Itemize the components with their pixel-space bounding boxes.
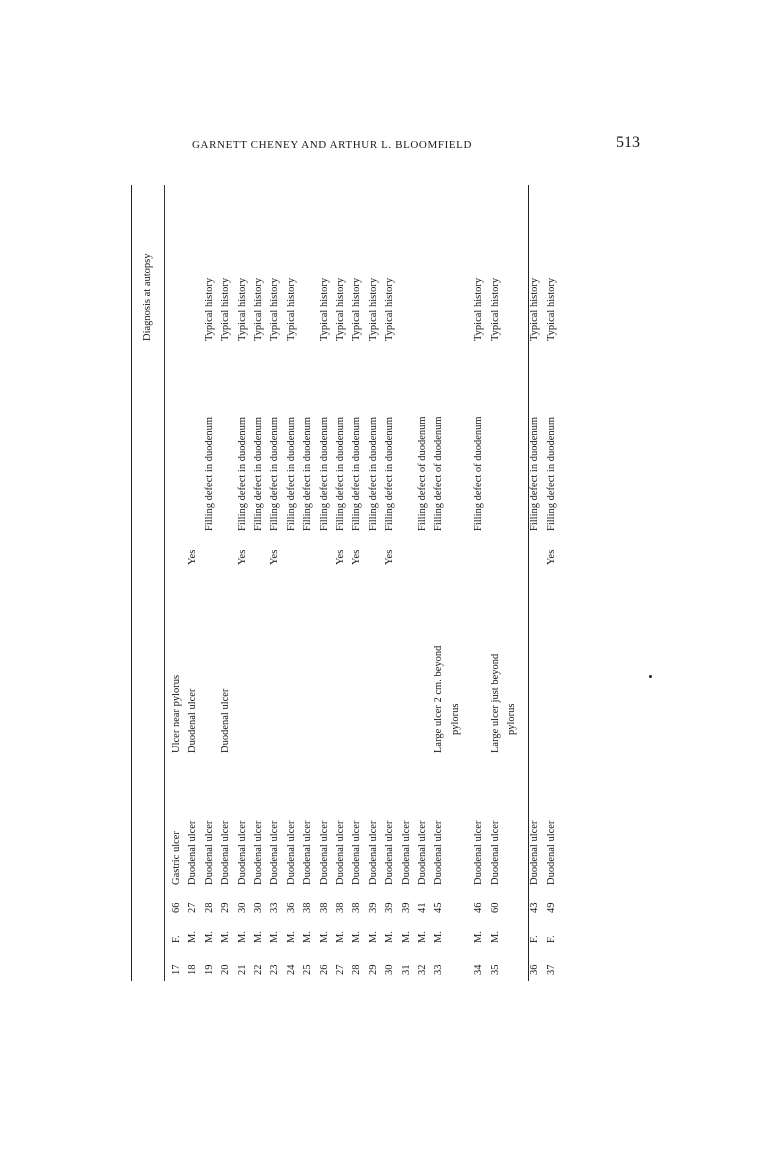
cell-auto: Typical history (285, 277, 297, 341)
cell-case: 22 (253, 964, 264, 975)
cell-findings: Filling defect in duodenum (302, 416, 314, 531)
print-speck (649, 675, 652, 678)
cell-age: 28 (203, 902, 215, 913)
cell-findings: Filling defect in duodenum (236, 416, 248, 531)
cell-case: 25 (302, 964, 314, 975)
cell-auto: Typical history (236, 277, 248, 341)
cell-sex: M. (367, 931, 379, 943)
table-row-case-21 (238, 185, 250, 981)
cell-clinical: Duodenal ulcer (367, 820, 379, 885)
cell-auto: Typical history (220, 277, 232, 341)
cell-case: 23 (269, 964, 281, 975)
cell-clinical: Duodenal ulcer (433, 820, 445, 885)
cell-clinical: Duodenal ulcer (473, 820, 485, 885)
cell-clinical: Duodenal ulcer (253, 820, 264, 885)
cell-sex: M. (400, 931, 412, 943)
cell-bleed: Yes (269, 549, 281, 565)
table-row-case-22 (254, 185, 266, 981)
rotated-case-table (132, 185, 557, 981)
cell-xray: Duodenal ulcer (187, 688, 199, 753)
cell-auto: Typical history (318, 277, 330, 341)
cell-clinical: Duodenal ulcer (269, 820, 281, 885)
cell-auto: Typical history (367, 277, 379, 341)
cell-bleed: Yes (351, 549, 363, 565)
cell-sex: M. (220, 931, 232, 943)
cell-findings: Filling defect of duodenum (473, 416, 485, 531)
table-row-case-17 (172, 185, 184, 981)
cell-clinical: Duodenal ulcer (302, 820, 314, 885)
cell-bleed: Yes (187, 549, 199, 565)
cell-findings: Filling defect in duodenum (318, 416, 330, 531)
table-row-case-18 (188, 185, 200, 981)
cell-age: 38 (351, 902, 363, 913)
cell-clinical: Duodenal ulcer (285, 820, 297, 885)
cell-auto: Typical history (335, 277, 346, 341)
cell-sex: M. (351, 931, 363, 943)
column-heading-autopsy: Diagnosis at autopsy (142, 253, 153, 341)
cell-findings: Filling defect in duodenum (351, 416, 363, 531)
table-row-continuation (451, 185, 463, 981)
cell-age: 43 (529, 902, 541, 913)
cell-age: 41 (417, 902, 428, 913)
cell-clinical: Duodenal ulcer (545, 820, 557, 885)
cell-case: 24 (285, 964, 297, 975)
cell-auto: Typical history (473, 277, 485, 341)
cell-xray: Ulcer near pylorus (171, 674, 182, 753)
table-row-case-34 (474, 185, 486, 981)
table-row-case-37 (547, 185, 559, 981)
cell-clinical: Duodenal ulcer (187, 820, 199, 885)
cell-age: 38 (302, 902, 314, 913)
cell-age: 30 (253, 902, 264, 913)
cell-clinical: Duodenal ulcer (529, 820, 541, 885)
cell-clinical: Duodenal ulcer (203, 820, 215, 885)
table-row-case-29 (369, 185, 381, 981)
cell-case: 20 (220, 964, 232, 975)
cell-findings: Filling defect in duodenum (529, 416, 541, 531)
table-row-case-33 (434, 185, 446, 981)
cell-auto: Typical history (489, 277, 501, 341)
cell-case: 33 (433, 964, 445, 975)
cell-auto: Typical history (351, 277, 363, 341)
cell-auto: Typical history (529, 277, 541, 341)
cell-case: 21 (236, 964, 248, 975)
table-row-case-20 (221, 185, 233, 981)
cell-xray: pylorus (506, 703, 517, 735)
cell-age: 30 (236, 902, 248, 913)
cell-sex: M. (384, 931, 396, 943)
cell-findings: Filling defect in duodenum (253, 416, 264, 531)
cell-auto: Typical history (269, 277, 281, 341)
cell-bleed: Yes (335, 549, 346, 565)
cell-sex: M. (318, 931, 330, 943)
table-row-case-26 (320, 185, 332, 981)
cell-clinical: Duodenal ulcer (351, 820, 363, 885)
table-row-case-28 (352, 185, 364, 981)
cell-case: 32 (417, 964, 428, 975)
cell-findings: Filling defect in duodenum (285, 416, 297, 531)
cell-clinical: Duodenal ulcer (417, 820, 428, 885)
table-row-case-27 (336, 185, 348, 981)
cell-findings: Filling defect in duodenum (269, 416, 281, 531)
cell-sex: M. (253, 931, 264, 943)
cell-findings: Filling defect of duodenum (417, 416, 428, 531)
cell-case: 17 (171, 964, 182, 975)
cell-clinical: Duodenal ulcer (384, 820, 396, 885)
cell-findings: Filling defect of duodenum (433, 416, 445, 531)
cell-clinical: Duodenal ulcer (318, 820, 330, 885)
cell-case: 34 (473, 964, 485, 975)
cell-sex: M. (203, 931, 215, 943)
cell-xray: Duodenal ulcer (220, 688, 232, 753)
cell-case: 36 (529, 964, 541, 975)
table-row-case-31 (402, 185, 414, 981)
table-row-case-36 (530, 185, 542, 981)
cell-auto: Typical history (545, 277, 557, 341)
cell-age: 27 (187, 902, 199, 913)
cell-bleed: Yes (545, 549, 557, 565)
cell-age: 38 (318, 902, 330, 913)
cell-case: 28 (351, 964, 363, 975)
table-row-case-30 (385, 185, 397, 981)
cell-age: 60 (489, 902, 501, 913)
cell-sex: M. (473, 931, 485, 943)
cell-sex: F. (545, 935, 557, 943)
cell-case: 27 (335, 964, 346, 975)
cell-case: 18 (187, 964, 199, 975)
cell-findings: Filling defect in duodenum (384, 416, 396, 531)
cell-clinical: Duodenal ulcer (236, 820, 248, 885)
cell-case: 31 (400, 964, 412, 975)
cell-sex: M. (236, 931, 248, 943)
cell-case: 29 (367, 964, 379, 975)
cell-case: 35 (489, 964, 501, 975)
cell-age: 29 (220, 902, 232, 913)
cell-sex: M. (417, 931, 428, 943)
cell-sex: M. (285, 931, 297, 943)
running-head: GARNETT CHENEY AND ARTHUR L. BLOOMFIELD (192, 139, 473, 151)
cell-age: 49 (545, 902, 557, 913)
cell-xray: pylorus (449, 703, 461, 735)
table-row-case-32 (418, 185, 430, 981)
cell-age: 39 (367, 902, 379, 913)
cell-auto: Typical history (384, 277, 396, 341)
cell-bleed: Yes (384, 549, 396, 565)
cell-sex: M. (489, 931, 501, 943)
cell-case: 30 (384, 964, 396, 975)
cell-case: 37 (545, 964, 557, 975)
cell-findings: Filling defect in duodenum (335, 416, 346, 531)
cell-age: 39 (384, 902, 396, 913)
cell-xray: Large ulcer 2 cm. beyond (433, 645, 445, 753)
cell-clinical: Gastric ulcer (171, 831, 182, 885)
cell-sex: M. (335, 931, 346, 943)
table-row-case-25 (303, 185, 315, 981)
cell-findings: Filling defect in duodenum (203, 416, 215, 531)
table-row-case-23 (270, 185, 282, 981)
cell-auto: Typical history (203, 277, 215, 341)
cell-sex: F. (171, 935, 182, 943)
cell-clinical: Duodenal ulcer (335, 820, 346, 885)
cell-clinical: Duodenal ulcer (220, 820, 232, 885)
cell-age: 33 (269, 902, 281, 913)
table-row-case-35 (491, 185, 503, 981)
cell-findings: Filling defect in duodenum (545, 416, 557, 531)
cell-sex: M. (269, 931, 281, 943)
cell-bleed: Yes (236, 549, 248, 565)
cell-age: 39 (400, 902, 412, 913)
cell-xray: Large ulcer just beyond (489, 653, 501, 753)
table-row-continuation (507, 185, 519, 981)
cell-sex: M. (302, 931, 314, 943)
cell-age: 38 (335, 902, 346, 913)
cell-clinical: Duodenal ulcer (489, 820, 501, 885)
cell-auto: Typical history (253, 277, 264, 341)
cell-findings: Filling defect in duodenum (367, 416, 379, 531)
cell-age: 46 (473, 902, 485, 913)
cell-case: 26 (318, 964, 330, 975)
table-row-case-24 (287, 185, 299, 981)
cell-sex: F. (529, 935, 541, 943)
table-row-case-19 (205, 185, 217, 981)
cell-sex: M. (187, 931, 199, 943)
cell-sex: M. (433, 931, 445, 943)
cell-age: 66 (171, 902, 182, 913)
page-number: 513 (616, 134, 640, 151)
cell-case: 19 (203, 964, 215, 975)
cell-clinical: Duodenal ulcer (400, 820, 412, 885)
cell-age: 36 (285, 902, 297, 913)
cell-age: 45 (433, 902, 445, 913)
